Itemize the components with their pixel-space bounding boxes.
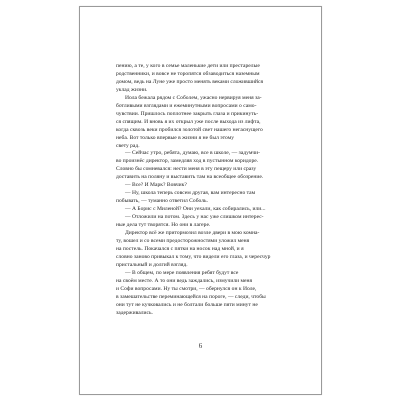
text-line: пристальный и долгий взгляд. <box>116 261 188 268</box>
text-line: во произнёс директор, замедляя ход в пустынном коридоре. <box>116 158 259 165</box>
page-number: 6 <box>198 342 203 350</box>
text-line: свету рад. <box>116 142 140 149</box>
text-line: они тут не кучковались и не болтали больше пяти минут не <box>116 301 258 308</box>
text-line: ботливыми взглядами и ежеминутными вопросами о само- <box>116 102 257 109</box>
text-line: ся спящим. И вновь я их открыл уже после выхода из лифта, <box>116 118 261 125</box>
text-line: в замешательстве переминающейся на пороге, — следи, чтобы <box>116 293 266 300</box>
text-line: — В общем, по мере появления ребят будут все <box>125 269 239 276</box>
text-line: и Софи вопросами. Ну ты смотри, — обернулся он к Иоле, <box>116 285 257 292</box>
text-line: неба. Вот только впервые в жизни я не был этому <box>116 134 235 141</box>
text-line: ту, вошел и со всеми предосторожностями уложил меня <box>116 237 250 244</box>
book-page <box>79 6 322 395</box>
text-line: словно заново привыкал к тому, что видели его глаза, и чересчур <box>116 253 271 260</box>
text-line: Директор всё же притормозил возле двери в мою комна- <box>125 230 260 237</box>
text-line: — Ну, школа теперь совсем другая, вам интересно там <box>125 190 256 197</box>
text-line: пению, а те, у кого в семье маленькие дети или престарелые <box>116 63 260 69</box>
text-line: домом, ведь на Луне уже просто менять веками сложившийся <box>116 78 264 85</box>
text-line: Иола бежала рядом с Соболем, ужасно нервируя меня за- <box>125 94 262 101</box>
text-line: — А Борис с Миленой? Они уехали, как собирались, или... <box>125 206 266 213</box>
text-line: — Отложили на потом. Здесь у нас уже слишком интерес- <box>125 214 264 221</box>
text-line: — Все? И Марк? Вовчик? <box>125 182 187 189</box>
text-line: родственники, и вовсе не торопятся обзаводиться наземным <box>116 70 260 77</box>
text-line: на постель. Покачался с пятки на носок над мной, и я <box>116 245 244 252</box>
text-line: доставить на поляну и выставить там на всеобщее обозрение. <box>116 174 264 181</box>
text-line: побывать, — туманно ответил Соболь. <box>116 198 208 205</box>
text-line: Словно бы сомневался: нести меня в эту пещеру или сразу <box>116 166 257 173</box>
text-line: на своём месте. А то они ведь заждались, измучили меня <box>116 277 253 284</box>
text-line: ные дела тут творятся. Но они в лагере. <box>116 222 211 229</box>
text-line: чувствии. Пришлось поплотнее закрыть глаза и прикинуть- <box>116 110 259 117</box>
text-line: когда сквозь веки пробился золотой свет нашего негаснущего <box>116 126 263 133</box>
body-text <box>116 63 288 318</box>
text-line: — Сейчас утро, ребята, думаю, все в школе, — задумчи- <box>125 150 261 157</box>
text-line: уклад жизни. <box>116 86 148 93</box>
text-line: задерживались. <box>116 309 153 316</box>
